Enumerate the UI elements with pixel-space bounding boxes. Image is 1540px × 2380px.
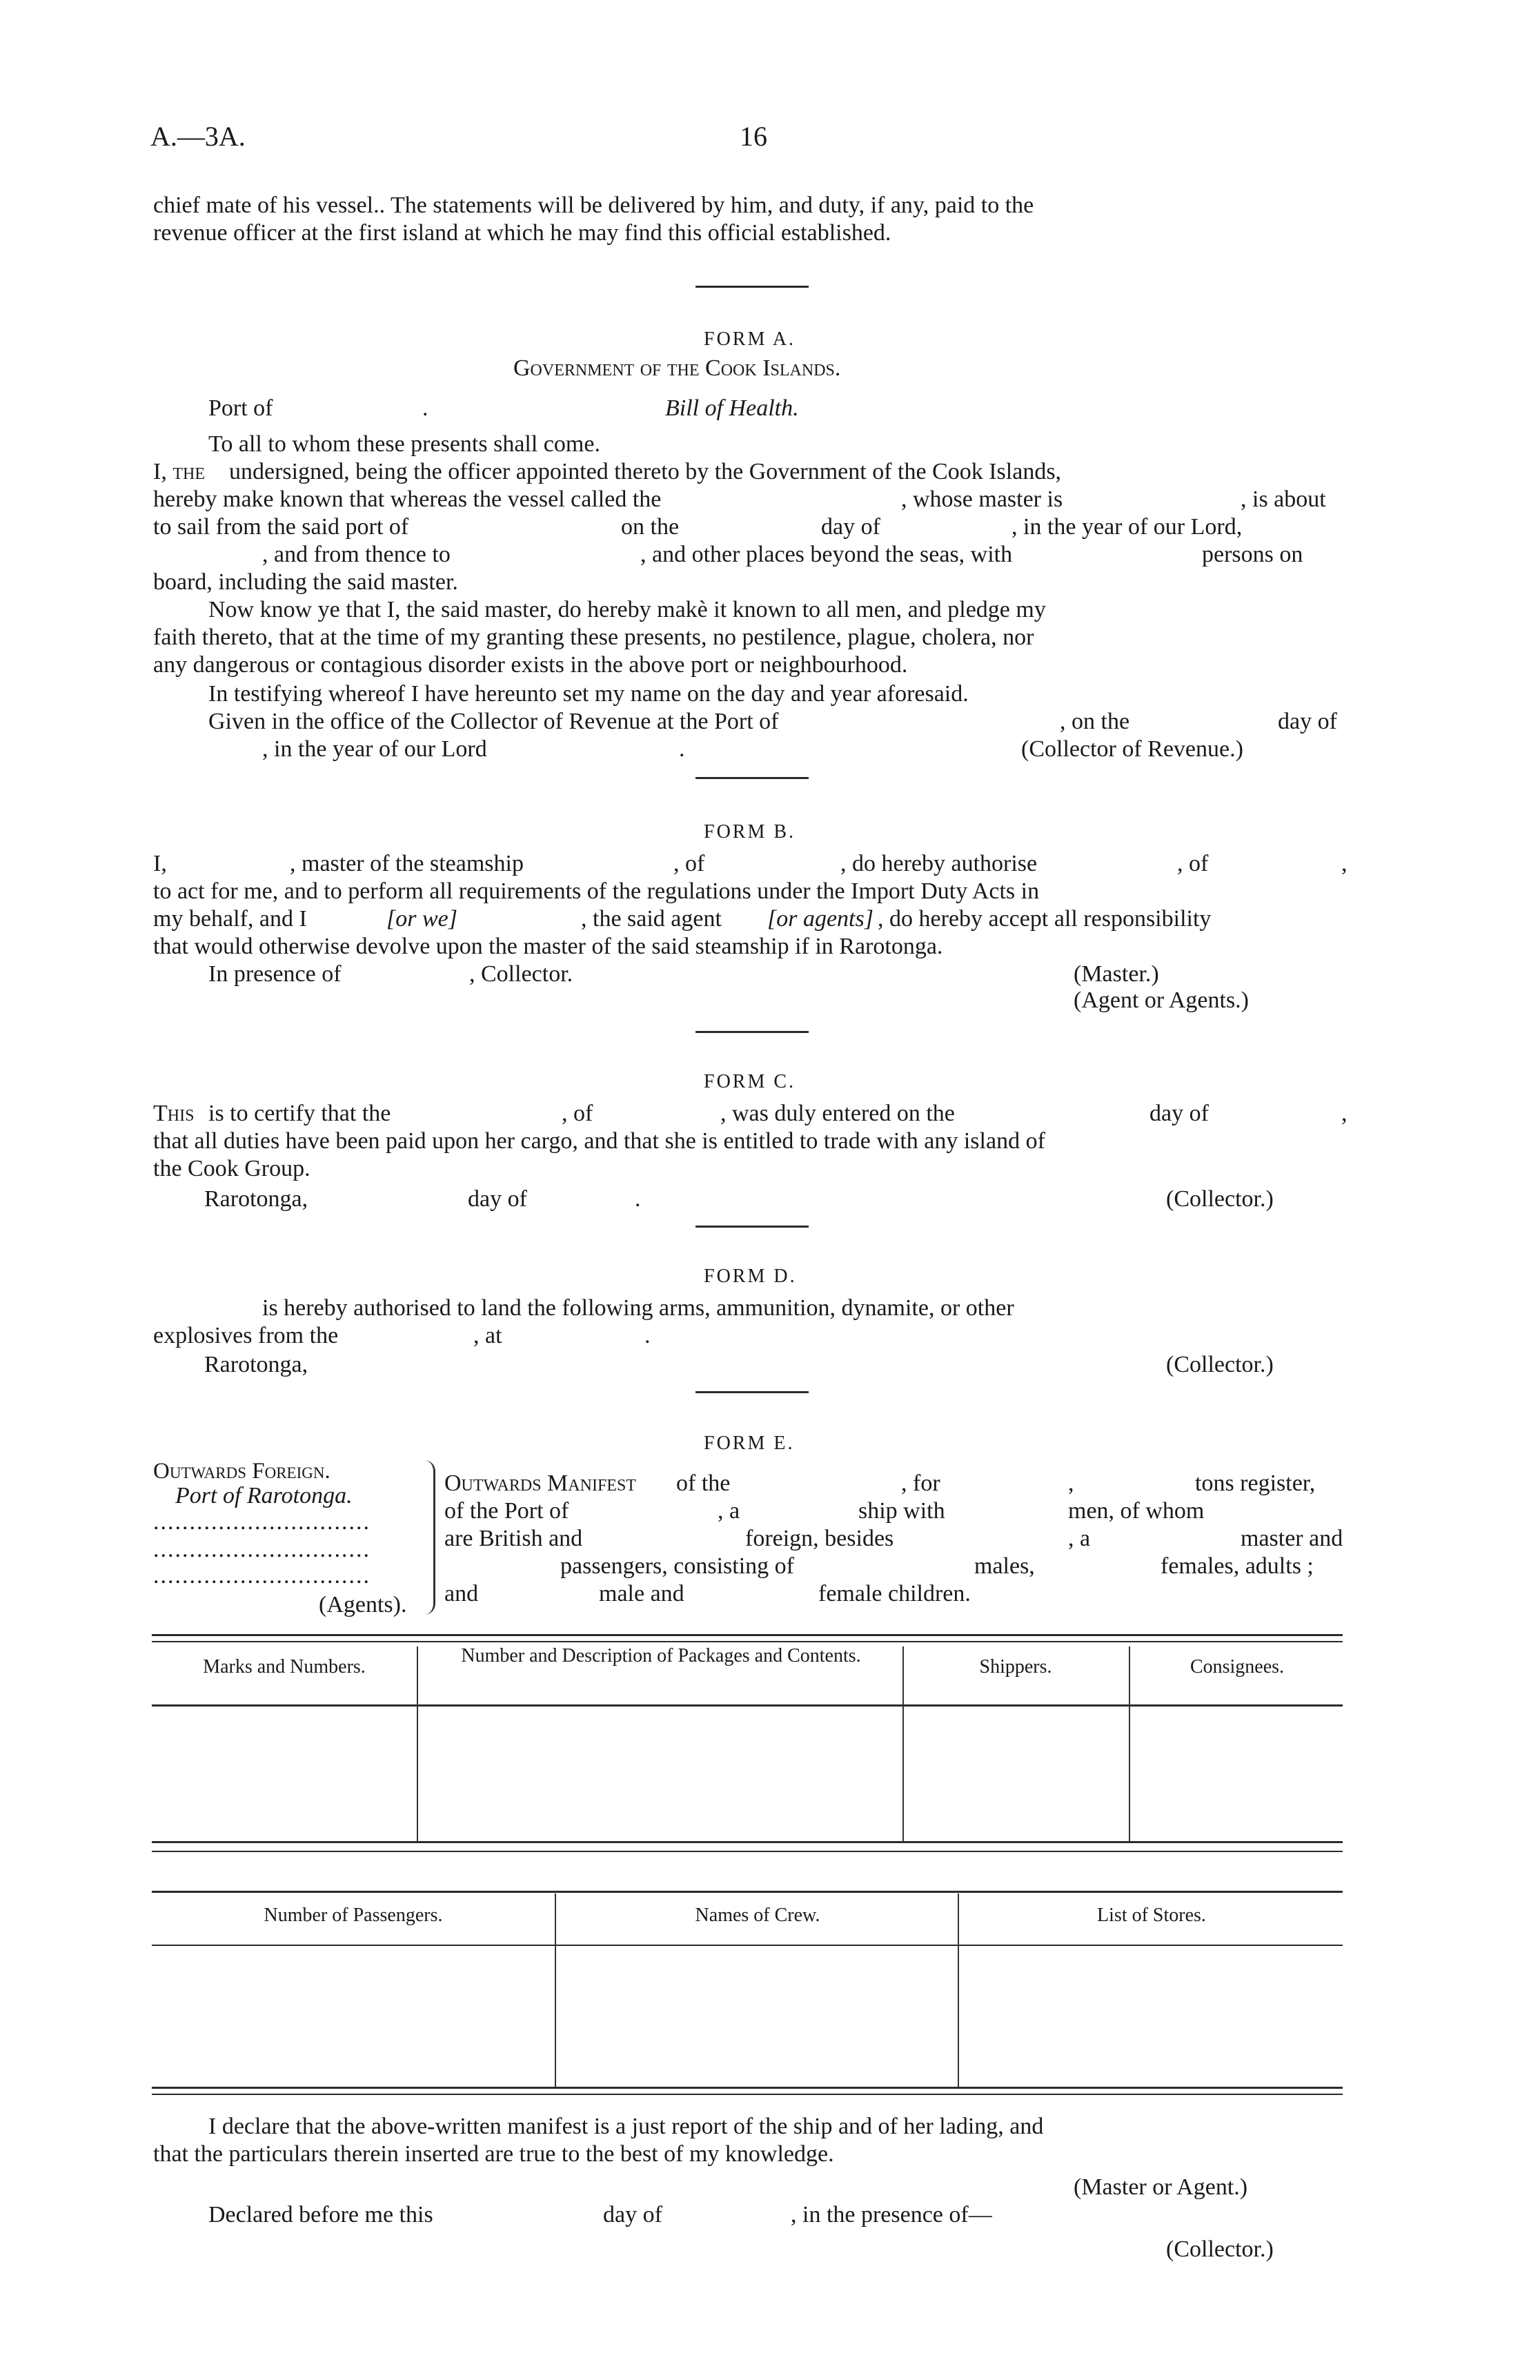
form-c-line: Rarotonga, — [204, 1186, 308, 1212]
declaration-line: , in the presence of— — [791, 2202, 992, 2227]
form-b-line: to act for me, and to perform all requirements of the regulations under the Import Duty Acts in — [153, 878, 1040, 904]
form-b-line: , do hereby accept all responsibility — [878, 906, 1212, 932]
form-b-line: , Collector. — [469, 961, 573, 987]
form-a-line: day of — [1278, 709, 1337, 734]
form-a-line: board, including the said master. — [153, 569, 458, 595]
form-b-line: my behalf, and I — [153, 906, 307, 932]
form-a-line: to sail from the said port of — [153, 514, 409, 540]
table1-header-consignees: Consignees. — [1189, 1656, 1285, 1678]
form-b-line: , do hereby authorise — [840, 851, 1038, 876]
form-b-line: , master of the steamship — [290, 851, 524, 876]
form-e-line: master and — [1241, 1526, 1343, 1551]
table2-header-stores: List of Stores. — [1097, 1905, 1206, 1926]
form-e-line: of the — [676, 1471, 731, 1496]
table-rule — [152, 2094, 1343, 2095]
declaration-master-agent: (Master or Agent.) — [1074, 2174, 1248, 2200]
form-c-line: , was duly entered on the — [720, 1101, 955, 1126]
form-c-line: day of — [468, 1186, 527, 1212]
form-d-title: FORM D. — [704, 1266, 797, 1287]
form-a-line: In testifying whereof I have hereunto set my name on the day and year aforesaid. — [208, 681, 969, 707]
form-d-line: Rarotonga, — [204, 1352, 308, 1377]
form-a-line: undersigned, being the officer appointed thereto by the Government of the Cook Islands, — [229, 459, 1062, 484]
form-e-line: , for — [901, 1471, 940, 1496]
form-e-line: foreign, besides — [745, 1526, 894, 1551]
form-b-line: , of — [1177, 851, 1209, 876]
divider — [695, 777, 809, 779]
form-e-line: , — [1068, 1471, 1074, 1496]
form-c-line: is to certify that the — [208, 1101, 391, 1126]
document-reference: A.—3A. — [150, 121, 246, 152]
form-c-line: that all duties have been paid upon her cargo, and that she is entitled to trade with any island of — [153, 1128, 1045, 1154]
form-b-line: [or we] — [386, 906, 457, 932]
form-e-port: Port of Rarotonga. — [175, 1483, 353, 1508]
page-number: 16 — [740, 121, 767, 152]
form-a-port-label: Port of — [208, 395, 273, 421]
form-a-line: , in the year of our Lord — [262, 736, 487, 762]
declaration-line-2: that the particulars therein inserted are true to the best of my knowledge. — [153, 2141, 834, 2167]
table-rule — [152, 2087, 1343, 2089]
form-e-line: ship with — [858, 1498, 945, 1524]
form-e-line: males, — [974, 1553, 1035, 1579]
table-column-line — [555, 1894, 556, 2087]
table1-header-marks: Marks and Numbers. — [203, 1656, 366, 1678]
form-c-title: FORM C. — [704, 1071, 796, 1092]
form-e-line: passengers, consisting of — [560, 1553, 795, 1579]
table-column-line — [958, 1894, 959, 2087]
form-e-line: , a — [718, 1498, 740, 1524]
table-rule — [152, 1704, 1343, 1707]
form-a-lead: I, the — [153, 459, 205, 484]
divider — [695, 286, 809, 288]
form-e-title: FORM E. — [704, 1433, 795, 1454]
form-e-line: Outwards Manifest — [444, 1471, 636, 1496]
form-c-line: the Cook Group. — [153, 1156, 310, 1181]
table-column-line — [1129, 1646, 1130, 1841]
table-rule — [152, 1634, 1343, 1636]
form-a-line: on the — [621, 514, 680, 540]
form-d-line: , at — [473, 1323, 502, 1348]
declaration-line: day of — [603, 2202, 662, 2227]
form-b-master-signature: (Master.) — [1074, 961, 1159, 987]
divider — [695, 1031, 809, 1033]
form-b-line: [or agents] — [767, 906, 873, 932]
table2-header-passengers: Number of Passengers. — [264, 1905, 443, 1926]
form-e-line: tons register, — [1195, 1471, 1316, 1496]
form-a-line: persons on — [1202, 542, 1303, 567]
form-a-port-dot: . — [422, 395, 428, 421]
divider — [695, 1226, 809, 1228]
form-e-line: of the Port of — [444, 1498, 569, 1524]
form-d-line: is hereby authorised to land the following arms, ammunition, dynamite, or other — [262, 1295, 1014, 1321]
form-a-line: Now know ye that I, the said master, do hereby makè it known to all men, and pledge my — [208, 597, 1046, 622]
form-e-agents: (Agents). — [319, 1592, 407, 1617]
form-a-title: FORM A. — [704, 328, 796, 350]
form-e-dots: .............................. — [153, 1563, 371, 1589]
form-a-line: Given in the office of the Collector of Revenue at the Port of — [208, 709, 779, 734]
declaration-line-1: I declare that the above-written manifest is a just report of the ship and of her lading, and — [208, 2114, 1044, 2139]
form-d-line: explosives from the — [153, 1323, 339, 1348]
form-e-line: are British and — [444, 1526, 583, 1551]
form-e-line: and — [444, 1581, 479, 1606]
form-a-collector-signature: (Collector of Revenue.) — [1021, 736, 1243, 762]
form-b-line: that would otherwise devolve upon the master of the said steamship if in Rarotonga. — [153, 934, 943, 959]
form-a-line: . — [679, 736, 685, 762]
form-e-dots: .............................. — [153, 1537, 371, 1562]
table-rule — [152, 1851, 1343, 1852]
form-a-line: , on the — [1060, 709, 1130, 734]
form-d-collector-signature: (Collector.) — [1166, 1352, 1274, 1377]
form-a-line: day of — [821, 514, 880, 540]
form-a-line: faith thereto, that at the time of my granting these presents, no pestilence, plague, cholera, nor — [153, 624, 1034, 650]
form-b-agent-signature: (Agent or Agents.) — [1074, 987, 1250, 1013]
form-a-line: , and from thence to — [262, 542, 451, 567]
form-c-line: day of — [1149, 1101, 1209, 1126]
form-b-line: , the said agent — [581, 906, 722, 932]
table2-header-crew: Names of Crew. — [695, 1905, 820, 1926]
form-d-line: . — [644, 1323, 651, 1348]
form-a-line: , and other places beyond the seas, with — [640, 542, 1013, 567]
form-e-line: females, adults ; — [1161, 1553, 1314, 1579]
form-c-line: . — [635, 1186, 641, 1212]
form-c-line: , of — [562, 1101, 593, 1126]
form-a-to-all: To all to whom these presents shall come. — [208, 431, 600, 457]
form-a-government: Government of the Cook Islands. — [513, 355, 841, 381]
form-a-bill-of-health: Bill of Health. — [665, 395, 799, 421]
table-column-line — [417, 1646, 418, 1841]
form-e-line: men, of whom — [1068, 1498, 1205, 1524]
form-c-collector-signature: (Collector.) — [1166, 1186, 1274, 1212]
form-e-outwards-foreign: Outwards Foreign. — [153, 1459, 330, 1484]
form-a-line: , in the year of our Lord, — [1011, 514, 1243, 540]
declaration-collector: (Collector.) — [1166, 2236, 1274, 2262]
table-rule — [152, 1641, 1343, 1642]
form-e-line: male and — [599, 1581, 684, 1606]
form-a-line: , whose master is — [901, 486, 1063, 512]
form-a-line: any dangerous or contagious disorder exists in the above port or neighbourhood. — [153, 652, 908, 678]
form-e-line: , a — [1068, 1526, 1091, 1551]
form-b-line: I, — [153, 851, 167, 876]
form-e-brace — [422, 1460, 435, 1615]
table-rule — [152, 1891, 1343, 1893]
form-c-line: , — [1341, 1101, 1348, 1126]
form-a-line: , is about — [1241, 486, 1326, 512]
table1-header-packages: Number and Description of Packages and Contents. — [461, 1645, 861, 1666]
form-b-line: , — [1341, 851, 1348, 876]
form-b-title: FORM B. — [704, 821, 796, 843]
divider — [695, 1391, 809, 1393]
form-b-line: In presence of — [208, 961, 342, 987]
intro-line-1: chief mate of his vessel.. The statements will be delivered by him, and duty, if any, paid to the — [153, 193, 1034, 218]
intro-line-2: revenue officer at the first island at which he may find this official established. — [153, 220, 891, 246]
table-rule — [152, 1841, 1343, 1843]
form-e-dots: .............................. — [153, 1509, 371, 1535]
form-c-line: This — [153, 1101, 195, 1126]
form-e-line: female children. — [818, 1581, 971, 1606]
table1-header-shippers: Shippers. — [979, 1656, 1052, 1678]
table-rule — [152, 1945, 1343, 1946]
form-a-line: hereby make known that whereas the vessel called the — [153, 486, 662, 512]
declaration-line: Declared before me this — [208, 2202, 433, 2227]
table-column-line — [902, 1646, 904, 1841]
form-b-line: , of — [673, 851, 705, 876]
